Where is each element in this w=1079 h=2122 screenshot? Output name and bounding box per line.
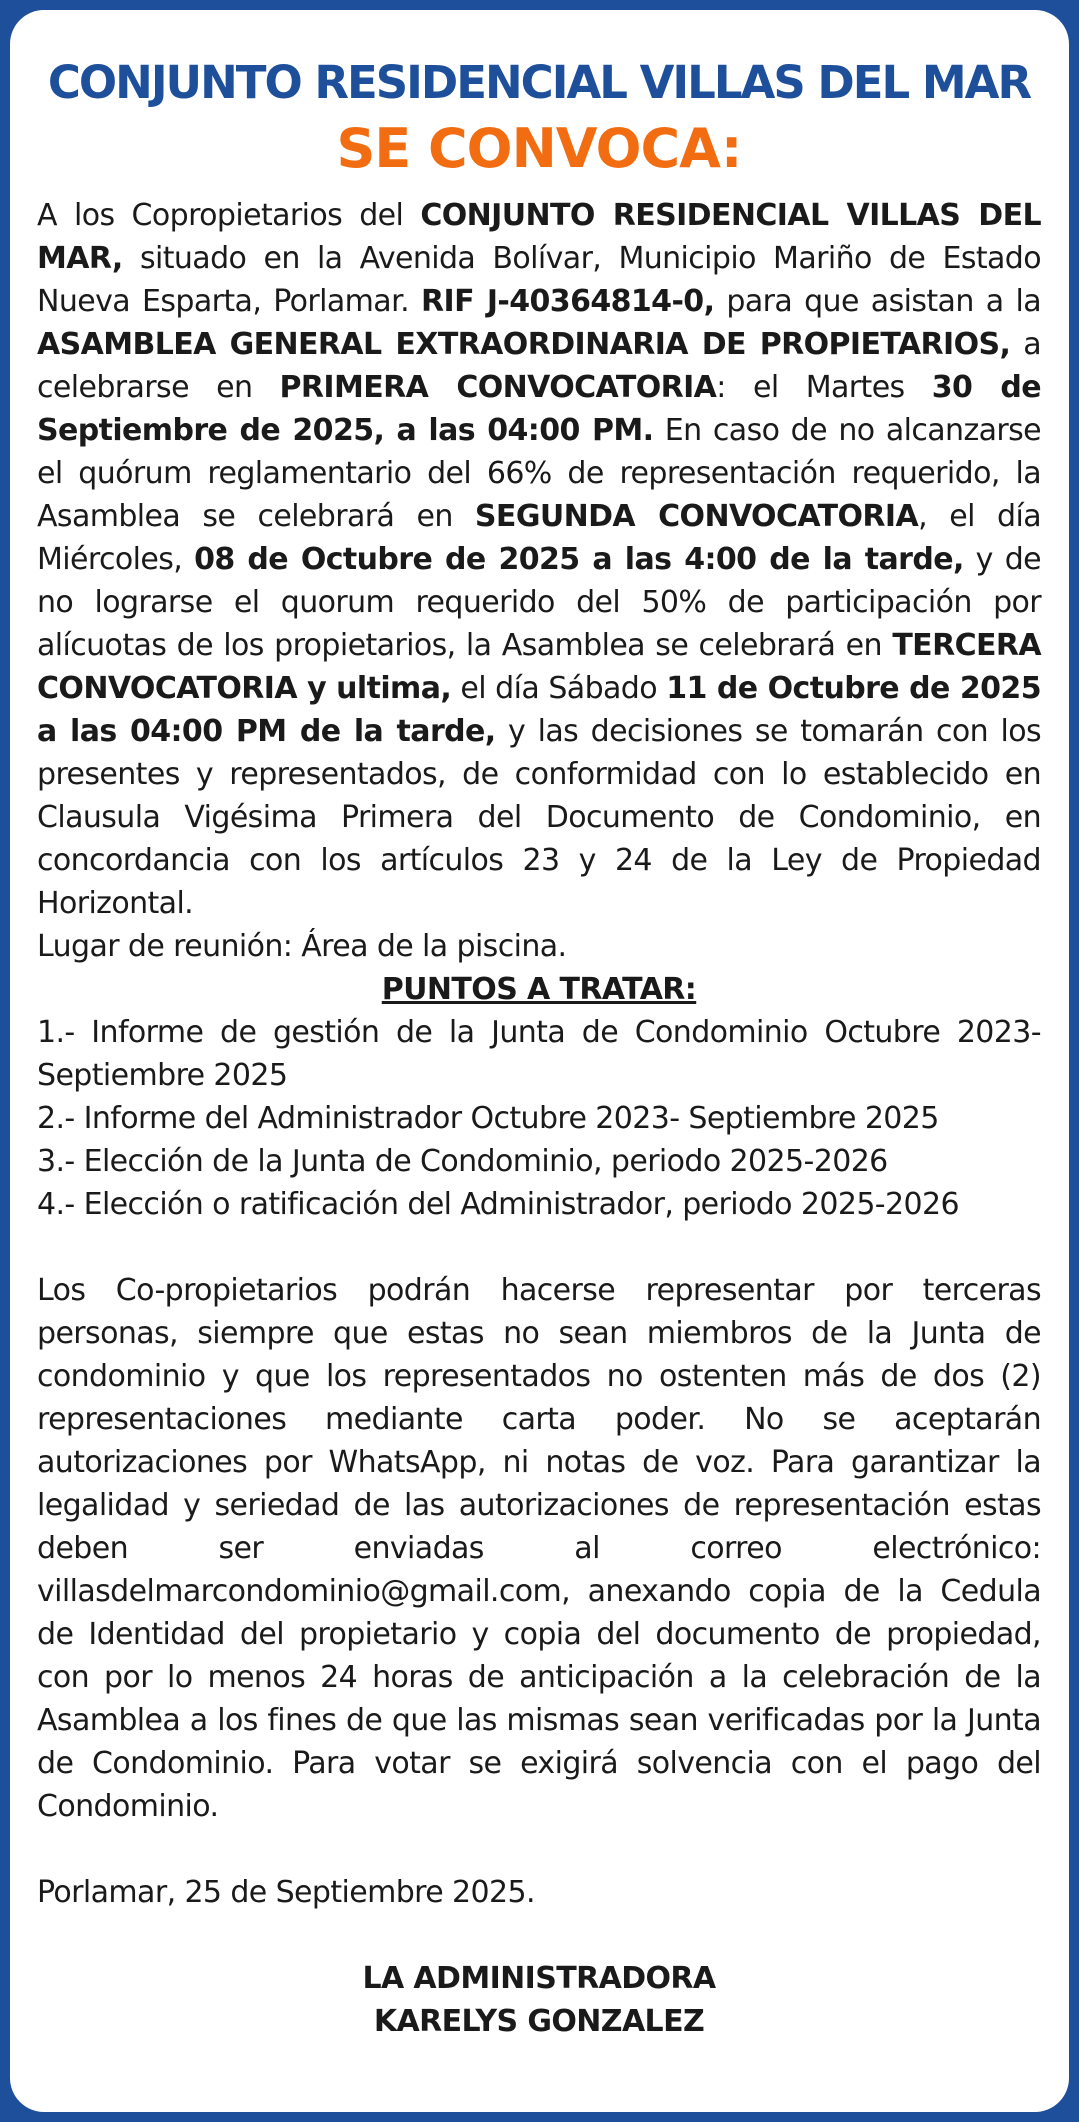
bold-span: PRIMERA CONVOCATORIA xyxy=(279,370,717,405)
convocatoria-paragraph xyxy=(37,194,1041,925)
text-span: En caso de no alcanzarse el quórum reglamentario del 66% de representación requerido, la Asamblea se celebrará en xyxy=(37,413,1041,534)
notice-subtitle: SE CONVOCA: xyxy=(336,117,742,180)
puntos-heading: PUNTOS A TRATAR: xyxy=(381,972,697,1007)
signature-role: LA ADMINISTRADORA xyxy=(362,1961,716,1996)
text-span: el día Sábado xyxy=(451,671,667,706)
signature-name: KARELYS GONZALEZ xyxy=(373,2004,705,2039)
rif-span: RIF J-40364814-0, xyxy=(421,284,715,319)
bold-span: TERCERA CONVOCATORIA y ultima, xyxy=(37,628,1041,706)
spacer xyxy=(37,1828,1041,1871)
text-span: a celebrarse en xyxy=(37,327,1041,405)
text-span: A los Copropietarios del xyxy=(37,198,421,233)
notice-title: CONJUNTO RESIDENCIAL VILLAS DEL MAR xyxy=(47,56,1031,109)
notice-card xyxy=(10,10,1069,2112)
list-item: 1.- Informe de gestión de la Junta de Condominio Octubre 2023- Septiembre 2025 xyxy=(37,1015,1041,1093)
bold-span: 11 de Octubre de 2025 a las 04:00 PM de la tarde, xyxy=(37,671,1041,749)
text-span: , el día Miércoles, xyxy=(37,499,1041,577)
bold-span: SEGUNDA CONVOCATORIA xyxy=(474,499,919,534)
list-item: 3.- Elección de la Junta de Condominio, periodo 2025-2026 xyxy=(37,1144,888,1179)
list-item: 2.- Informe del Administrador Octubre 2023- Septiembre 2025 xyxy=(37,1101,939,1136)
fecha-line: Porlamar, 25 de Septiembre 2025. xyxy=(37,1875,535,1910)
bold-span: ASAMBLEA GENERAL EXTRAORDINARIA DE PROPIETARIOS, xyxy=(37,327,1011,362)
text-span: situado en la Avenida Bolívar, Municipio Mariño de Estado Nueva Esparta, Porlamar. xyxy=(37,241,1041,319)
text-span: para que asistan a la xyxy=(714,284,1042,319)
list-item: 4.- Elección o ratificación del Administrador, periodo 2025-2026 xyxy=(37,1187,959,1222)
spacer xyxy=(37,1226,1041,1269)
lugar-line: Lugar de reunión: Área de la piscina. xyxy=(37,929,567,964)
text-span: : el Martes xyxy=(716,370,932,405)
bold-span: 30 de Septiembre de 2025, a las 04:00 PM. xyxy=(37,370,1041,448)
bold-span: CONJUNTO RESIDENCIAL VILLAS DEL MAR, xyxy=(37,198,1041,276)
notice-body xyxy=(37,194,1041,2043)
text-span: y las decisiones se tomarán con los presentes y representados, de conformidad con lo establecido en Clausula Vigésima Primera del Documento de Condominio, en concordancia con los artículos 23 y 24 de la Ley de Propiedad Horizontal. xyxy=(37,714,1042,921)
spacer xyxy=(37,1914,1041,1957)
representacion-paragraph: Los Co-propietarios podrán hacerse representar por terceras personas, siempre que estas no sean miembros de la Junta de condominio y que los representados no ostenten más de dos (2) representaciones mediante carta poder. No se aceptarán autorizaciones por WhatsApp, ni notas de voz. Para garantizar la legalidad y seriedad de las autorizaciones de representación estas deben ser enviadas al correo electrónico: villasdelmarcondominio@gmail.com, anexando copia de la Cedula de Identidad del propietario y copia del documento de propiedad, con por lo menos 24 horas de anticipación a la celebración de la Asamblea a los fines de que las mismas sean verificadas por la Junta de Condominio. Para votar se exigirá solvencia con el pago del Condominio. xyxy=(37,1273,1041,1824)
bold-span: 08 de Octubre de 2025 a las 4:00 de la tarde, xyxy=(194,542,964,577)
text-span: y de no lograrse el quorum requerido del 50% de participación por alícuotas de los propietarios, la Asamblea se celebrará en xyxy=(37,542,1042,663)
